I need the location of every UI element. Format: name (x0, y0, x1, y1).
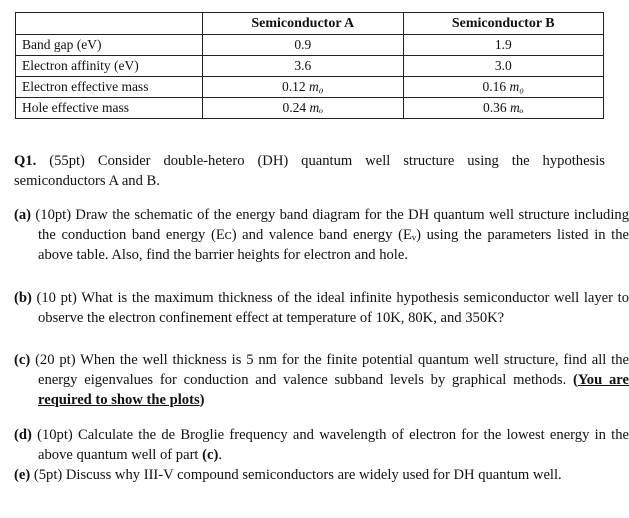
value-a: 0.24 mₒ (203, 98, 404, 119)
table-row (16, 56, 604, 77)
value-a: 0.9 (203, 35, 404, 56)
part-text: (10 pt) What is the maximum thickness of the ideal infinite hypothesis semiconductor well layer to observe the electron confinement effect at temperature of 10K, 80K, and 350K? (36, 290, 629, 326)
part-d: (d) (10pt) Calculate the de Broglie frequency and wavelength of electron for the lowest energy in the above quantum well of part (c). (14, 427, 629, 463)
row-label: Hole effective mass (16, 98, 203, 119)
part-tag: (d) (14, 427, 32, 443)
part-text: (20 pt) When the well thickness is 5 nm for the finite potential quantum well structure, find all the energy eigenvalues for conduction and valence subband levels by graphical methods. (35, 352, 629, 388)
question-intro (14, 151, 605, 191)
value-b: 0.36 mₒ (403, 98, 604, 119)
part-a (14, 205, 629, 265)
part-ref: (c) (202, 447, 219, 463)
table-header-row (16, 13, 604, 35)
part-tag: (e) (14, 467, 31, 483)
part-c (14, 350, 629, 410)
value-b: 1.9 (403, 35, 604, 56)
part-b (14, 288, 629, 328)
table-row (16, 98, 604, 119)
part-e (14, 465, 629, 485)
row-label: Electron affinity (eV) (16, 56, 203, 77)
part-tag: (b) (14, 290, 32, 306)
part-tag: (a) (14, 207, 32, 223)
part-text: (10pt) Calculate the de Broglie frequency and wavelength of electron for the lowest energy in the above quantum well of part (37, 427, 629, 463)
plots-required-note: You are required to show the plots (38, 372, 629, 408)
value-a: 3.6 (203, 56, 404, 77)
value-b: 3.0 (403, 56, 604, 77)
row-label: Band gap (eV) (16, 35, 203, 56)
table-row (16, 35, 604, 56)
value-b: 0.16 m₀ (403, 77, 604, 98)
value-a: 0.12 m₀ (203, 77, 404, 98)
row-label: Electron effective mass (16, 77, 203, 98)
parameter-table (15, 12, 604, 119)
header-semiconductor-b: Semiconductor B (403, 13, 604, 35)
part-text: (5pt) Discuss why III-V compound semiconductors are widely used for DH quantum well. (33, 467, 562, 483)
note-open: ( (573, 372, 578, 388)
note-close: ) (199, 392, 205, 408)
part-text: (10pt) Draw the schematic of the energy band diagram for the DH quantum well structure including the conduction band energy (Eᴄ) and valence band energy (Eᵥ) using the parameters listed in the above table. Also, find the barrier heights for electron and hole. (35, 207, 629, 263)
table-row (16, 77, 604, 98)
question-number: Q1. (14, 153, 37, 169)
header-semiconductor-a: Semiconductor A (203, 13, 404, 35)
table-corner-cell (16, 13, 203, 35)
question-intro-text: (55pt) Consider double-hetero (DH) quantum well structure using the hypothesis semiconductors A and B. (14, 153, 605, 189)
part-tag: (c) (14, 352, 31, 368)
